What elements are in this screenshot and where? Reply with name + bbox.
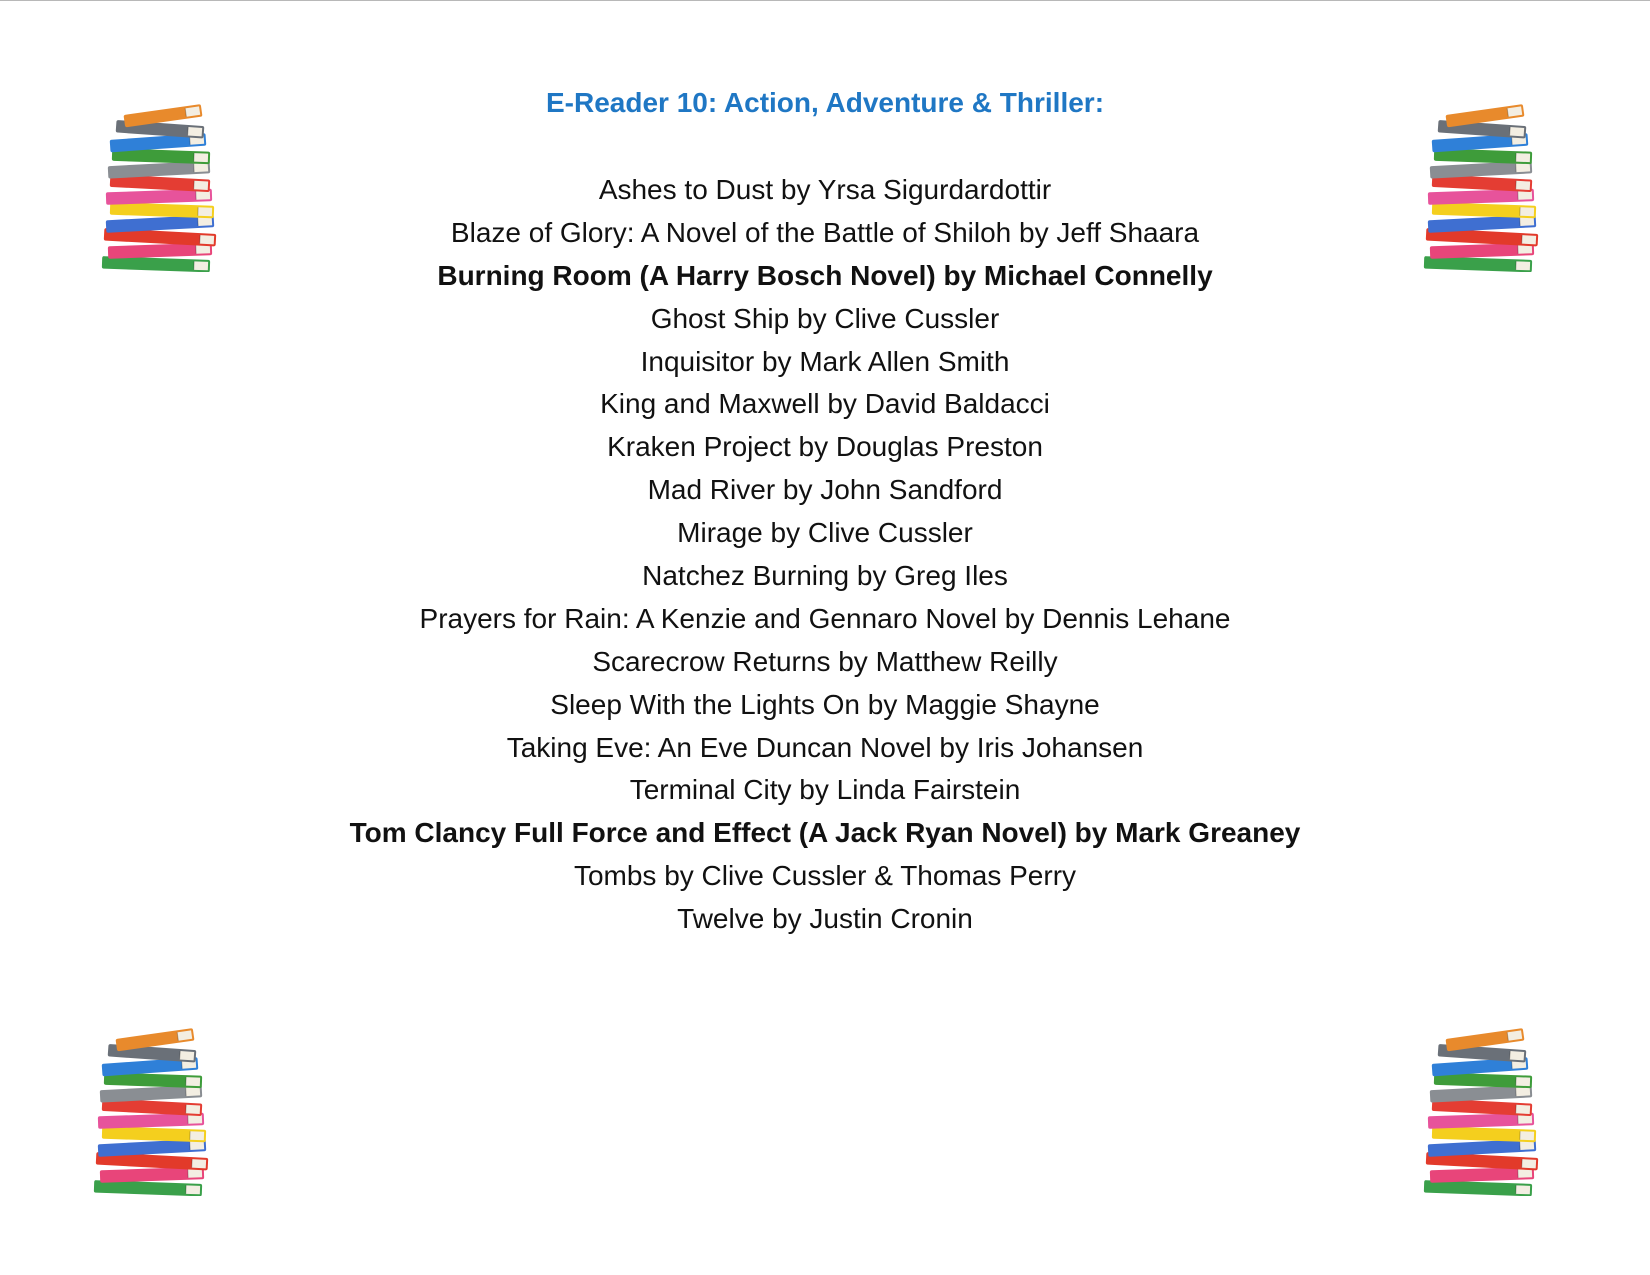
book-spine bbox=[1424, 256, 1532, 272]
book-spine bbox=[102, 256, 210, 272]
book-list-item: Mirage by Clive Cussler bbox=[677, 517, 973, 549]
book-spine bbox=[94, 1180, 202, 1196]
book-spine bbox=[1432, 202, 1536, 218]
book-spine bbox=[102, 1126, 206, 1142]
page-title: E-Reader 10: Action, Adventure & Thriller: bbox=[545, 87, 1105, 118]
book-list-item: Taking Eve: An Eve Duncan Novel by Iris Johansen bbox=[506, 731, 1144, 763]
book-stack-icon bbox=[88, 1006, 218, 1196]
page-top-border bbox=[0, 0, 1650, 1]
book-list-item: Blaze of Glory: A Novel of the Battle of Shiloh by Jeff Shaara bbox=[450, 216, 1200, 248]
book-list-item: Tom Clancy Full Force and Effect (A Jack Ryan Novel) by Mark Greaney bbox=[349, 817, 1301, 849]
book-spine bbox=[1424, 1180, 1532, 1196]
book-list-item: Kraken Project by Douglas Preston bbox=[607, 431, 1043, 463]
book-stack-icon bbox=[1418, 1006, 1548, 1196]
book-list-item: Sleep With the Lights On by Maggie Shayne bbox=[550, 688, 1100, 720]
book-list-item: Burning Room (A Harry Bosch Novel) by Michael Connelly bbox=[437, 259, 1213, 291]
book-spine bbox=[1432, 1126, 1536, 1142]
book-stack-icon bbox=[96, 82, 226, 272]
book-list-item: Ashes to Dust by Yrsa Sigurdardottir bbox=[598, 174, 1052, 205]
book-list-item: King and Maxwell by David Baldacci bbox=[600, 388, 1050, 420]
book-list bbox=[0, 169, 1650, 941]
book-list-item: Twelve by Justin Cronin bbox=[677, 903, 973, 935]
book-list-item: Scarecrow Returns by Matthew Reilly bbox=[592, 645, 1058, 677]
book-spine bbox=[110, 202, 214, 218]
book-list-item: Inquisitor by Mark Allen Smith bbox=[640, 345, 1010, 377]
book-stack-icon bbox=[1418, 82, 1548, 272]
book-list-item: Prayers for Rain: A Kenzie and Gennaro Novel by Dennis Lehane bbox=[419, 602, 1231, 634]
book-list-item: Ghost Ship by Clive Cussler bbox=[650, 302, 1000, 334]
book-list-item: Mad River by John Sandford bbox=[647, 474, 1003, 506]
book-list-item: Terminal City by Linda Fairstein bbox=[629, 774, 1021, 806]
book-list-item: Natchez Burning by Greg Iles bbox=[642, 560, 1008, 592]
book-list-item: Tombs by Clive Cussler & Thomas Perry bbox=[573, 860, 1077, 892]
